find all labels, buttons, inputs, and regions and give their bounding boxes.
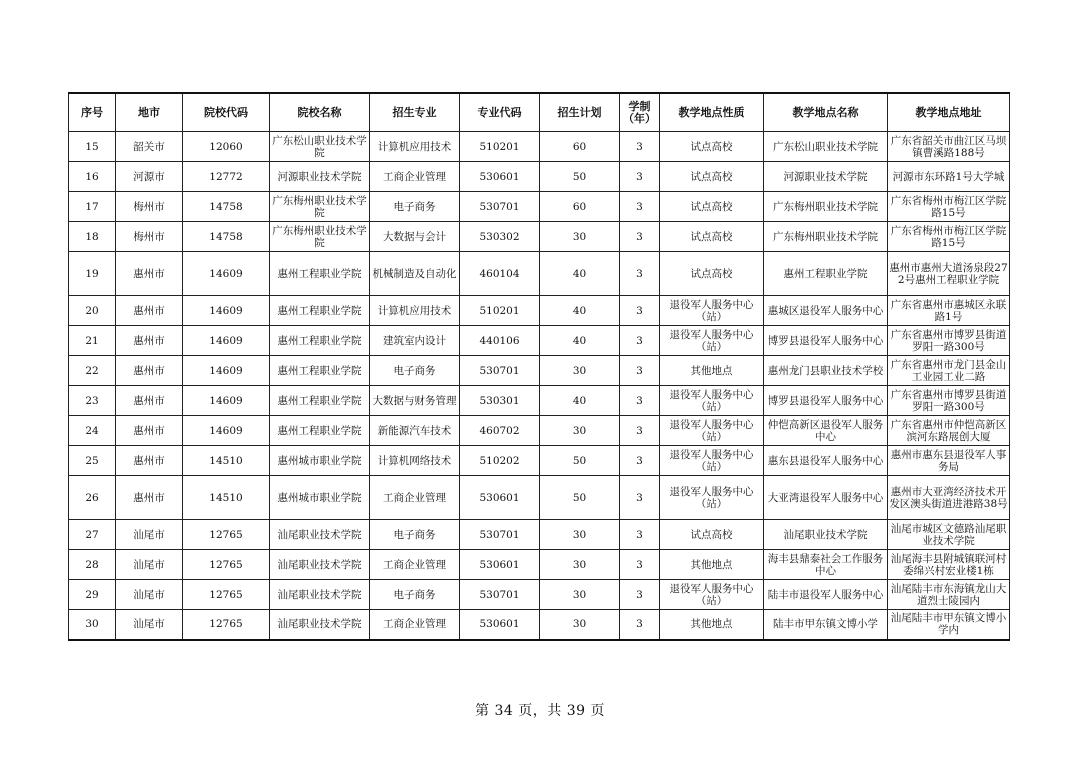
col-quota-cell: 30	[540, 416, 620, 446]
col-major-cell: 大数据与财务管理	[370, 386, 460, 416]
col-site-address-cell: 惠州市惠州大道汤泉段272号惠州工程职业学院	[888, 252, 1010, 296]
col-major-code-cell: 510201	[460, 296, 540, 326]
col-site-address-cell: 广东省惠州市龙门县金山工业园工业二路	[888, 356, 1010, 386]
col-city-cell: 惠州市	[116, 252, 183, 296]
col-city-cell: 梅州市	[116, 192, 183, 222]
col-seq-cell: 28	[69, 550, 116, 580]
col-site-name-cell: 陆丰市退役军人服务中心	[764, 580, 888, 610]
col-major-code-cell: 530701	[460, 520, 540, 550]
table-row	[69, 326, 1010, 356]
col-school-code-cell: 12772	[183, 162, 270, 192]
col-site-address-cell: 惠州市惠东县退役军人事务局	[888, 446, 1010, 476]
col-quota-cell: 30	[540, 356, 620, 386]
col-seq-cell: 21	[69, 326, 116, 356]
col-site-name-cell: 陆丰市甲东镇文博小学	[764, 610, 888, 640]
col-city-cell: 惠州市	[116, 476, 183, 520]
col-years-cell: 3	[620, 252, 660, 296]
col-major-cell: 计算机网络技术	[370, 446, 460, 476]
col-seq-cell: 29	[69, 580, 116, 610]
col-seq-cell: 26	[69, 476, 116, 520]
col-years-cell: 3	[620, 580, 660, 610]
col-school-code-cell: 14609	[183, 416, 270, 446]
col-school-code-cell: 12765	[183, 520, 270, 550]
col-site-address-cell: 广东省惠州市博罗县街道罗阳一路300号	[888, 326, 1010, 356]
table-row	[69, 416, 1010, 446]
col-quota-cell: 30	[540, 520, 620, 550]
col-school-code-cell: 14609	[183, 326, 270, 356]
col-site-address-cell: 河源市东环路1号大学城	[888, 162, 1010, 192]
col-city-cell: 韶关市	[116, 132, 183, 162]
col-city-cell: 汕尾市	[116, 550, 183, 580]
col-seq-cell: 25	[69, 446, 116, 476]
col-years-cell: 3	[620, 356, 660, 386]
col-site-name-cell: 大亚湾退役军人服务中心	[764, 476, 888, 520]
col-site-name-cell: 仲恺高新区退役军人服务中心	[764, 416, 888, 446]
col-school-code-cell: 14510	[183, 446, 270, 476]
col-major-code-cell: 530601	[460, 550, 540, 580]
col-school-name-cell: 广东梅州职业技术学院	[270, 222, 370, 252]
col-city-header: 地市	[116, 93, 183, 132]
col-seq-cell: 15	[69, 132, 116, 162]
col-school-name-cell: 河源职业技术学院	[270, 162, 370, 192]
col-quota-cell: 30	[540, 550, 620, 580]
col-site-type-header: 教学地点性质	[660, 93, 764, 132]
col-major-cell: 电子商务	[370, 356, 460, 386]
col-years-cell: 3	[620, 520, 660, 550]
col-school-name-cell: 惠州城市职业学院	[270, 476, 370, 520]
col-site-name-cell: 广东松山职业技术学院	[764, 132, 888, 162]
table-row	[69, 386, 1010, 416]
table-row	[69, 252, 1010, 296]
col-seq-cell: 23	[69, 386, 116, 416]
col-seq-cell: 17	[69, 192, 116, 222]
col-site-address-cell: 广东省韶关市曲江区马坝镇曹溪路188号	[888, 132, 1010, 162]
table-header	[69, 93, 1010, 132]
col-years-cell: 3	[620, 446, 660, 476]
col-school-code-cell: 14609	[183, 356, 270, 386]
col-school-code-cell: 14758	[183, 192, 270, 222]
col-site-type-cell: 其他地点	[660, 356, 764, 386]
col-city-cell: 惠州市	[116, 416, 183, 446]
col-site-address-cell: 广东省惠州市博罗县街道罗阳一路300号	[888, 386, 1010, 416]
col-city-cell: 惠州市	[116, 356, 183, 386]
col-seq-cell: 24	[69, 416, 116, 446]
col-school-name-cell: 汕尾职业技术学院	[270, 520, 370, 550]
col-school-code-cell: 12060	[183, 132, 270, 162]
header-row	[69, 93, 1010, 132]
col-site-type-cell: 退役军人服务中心（站）	[660, 416, 764, 446]
col-city-cell: 惠州市	[116, 326, 183, 356]
col-school-name-cell: 汕尾职业技术学院	[270, 550, 370, 580]
col-school-name-header: 院校名称	[270, 93, 370, 132]
col-seq-cell: 22	[69, 356, 116, 386]
col-school-name-cell: 惠州工程职业学院	[270, 356, 370, 386]
col-site-name-cell: 广东梅州职业技术学院	[764, 222, 888, 252]
col-school-name-cell: 惠州工程职业学院	[270, 416, 370, 446]
col-major-cell: 新能源汽车技术	[370, 416, 460, 446]
col-site-type-cell: 退役军人服务中心（站）	[660, 580, 764, 610]
col-city-cell: 惠州市	[116, 446, 183, 476]
col-city-cell: 汕尾市	[116, 610, 183, 640]
col-years-cell: 3	[620, 162, 660, 192]
col-seq-cell: 30	[69, 610, 116, 640]
col-site-address-cell: 广东省惠州市仲恺高新区滨河东路展创大厦	[888, 416, 1010, 446]
col-years-cell: 3	[620, 132, 660, 162]
table-row	[69, 162, 1010, 192]
col-school-code-cell: 12765	[183, 550, 270, 580]
col-site-name-cell: 惠东县退役军人服务中心	[764, 446, 888, 476]
col-school-name-cell: 广东梅州职业技术学院	[270, 192, 370, 222]
col-city-cell: 汕尾市	[116, 520, 183, 550]
col-major-code-cell: 510202	[460, 446, 540, 476]
table-row	[69, 610, 1010, 640]
col-site-name-cell: 博罗县退役军人服务中心	[764, 386, 888, 416]
table-row	[69, 192, 1010, 222]
col-school-name-cell: 汕尾职业技术学院	[270, 610, 370, 640]
col-quota-cell: 50	[540, 476, 620, 520]
col-site-type-cell: 其他地点	[660, 610, 764, 640]
col-major-cell: 电子商务	[370, 580, 460, 610]
col-major-code-cell: 530701	[460, 580, 540, 610]
col-site-type-cell: 试点高校	[660, 192, 764, 222]
col-seq-cell: 19	[69, 252, 116, 296]
col-major-cell: 计算机应用技术	[370, 132, 460, 162]
col-city-cell: 汕尾市	[116, 580, 183, 610]
col-site-type-cell: 试点高校	[660, 222, 764, 252]
col-quota-cell: 60	[540, 192, 620, 222]
page-number-footer: 第 34 页，共 39 页	[475, 703, 605, 719]
table-row	[69, 296, 1010, 326]
col-major-cell: 电子商务	[370, 192, 460, 222]
col-site-address-cell: 广东省惠州市惠城区永联路1号	[888, 296, 1010, 326]
col-major-cell: 工商企业管理	[370, 162, 460, 192]
col-years-cell: 3	[620, 296, 660, 326]
table-row	[69, 132, 1010, 162]
col-years-cell: 3	[620, 192, 660, 222]
col-site-type-cell: 退役军人服务中心（站）	[660, 476, 764, 520]
table-row	[69, 520, 1010, 550]
col-site-name-cell: 惠城区退役军人服务中心	[764, 296, 888, 326]
col-site-address-cell: 广东省梅州市梅江区学院路15号	[888, 222, 1010, 252]
col-site-address-cell: 汕尾陆丰市东海镇龙山大道烈士陵园内	[888, 580, 1010, 610]
col-site-address-cell: 汕尾市城区文德路汕尾职业技术学院	[888, 520, 1010, 550]
col-site-address-cell: 惠州市大亚湾经济技术开发区澳头街道进港路38号	[888, 476, 1010, 520]
col-school-name-cell: 惠州城市职业学院	[270, 446, 370, 476]
col-seq-cell: 16	[69, 162, 116, 192]
col-site-name-cell: 博罗县退役军人服务中心	[764, 326, 888, 356]
col-quota-header: 招生计划	[540, 93, 620, 132]
col-site-address-cell: 汕尾陆丰市甲东镇文博小学内	[888, 610, 1010, 640]
col-site-name-cell: 广东梅州职业技术学院	[764, 192, 888, 222]
col-quota-cell: 40	[540, 252, 620, 296]
col-school-name-cell: 惠州工程职业学院	[270, 252, 370, 296]
col-school-code-cell: 14609	[183, 386, 270, 416]
col-quota-cell: 50	[540, 446, 620, 476]
col-quota-cell: 50	[540, 162, 620, 192]
table-row	[69, 222, 1010, 252]
col-city-cell: 惠州市	[116, 386, 183, 416]
col-site-type-cell: 退役军人服务中心（站）	[660, 296, 764, 326]
col-school-name-cell: 惠州工程职业学院	[270, 326, 370, 356]
table-row	[69, 550, 1010, 580]
col-site-name-cell: 海丰县鼎泰社会工作服务中心	[764, 550, 888, 580]
col-site-type-cell: 试点高校	[660, 162, 764, 192]
col-major-code-cell: 530301	[460, 386, 540, 416]
col-site-address-cell: 广东省梅州市梅江区学院路15号	[888, 192, 1010, 222]
col-years-cell: 3	[620, 610, 660, 640]
col-major-cell: 机械制造及自动化	[370, 252, 460, 296]
col-school-code-cell: 12765	[183, 580, 270, 610]
col-quota-cell: 40	[540, 326, 620, 356]
col-city-cell: 惠州市	[116, 296, 183, 326]
col-seq-cell: 20	[69, 296, 116, 326]
col-major-cell: 建筑室内设计	[370, 326, 460, 356]
col-quota-cell: 40	[540, 296, 620, 326]
table-body	[69, 132, 1010, 640]
col-school-code-header: 院校代码	[183, 93, 270, 132]
col-seq-cell: 27	[69, 520, 116, 550]
col-city-cell: 河源市	[116, 162, 183, 192]
col-major-code-cell: 530701	[460, 192, 540, 222]
col-site-name-cell: 汕尾职业技术学院	[764, 520, 888, 550]
col-site-type-cell: 试点高校	[660, 132, 764, 162]
col-major-cell: 电子商务	[370, 520, 460, 550]
enrollment-table	[68, 92, 1010, 641]
col-quota-cell: 30	[540, 610, 620, 640]
col-school-code-cell: 14758	[183, 222, 270, 252]
col-site-address-header: 教学地点地址	[888, 93, 1010, 132]
col-site-name-cell: 惠州龙门县职业技术学校	[764, 356, 888, 386]
col-major-cell: 工商企业管理	[370, 550, 460, 580]
col-city-cell: 梅州市	[116, 222, 183, 252]
col-major-cell: 计算机应用技术	[370, 296, 460, 326]
col-major-header: 招生专业	[370, 93, 460, 132]
col-site-type-cell: 试点高校	[660, 252, 764, 296]
col-major-code-cell: 530302	[460, 222, 540, 252]
col-major-cell: 工商企业管理	[370, 476, 460, 520]
col-major-code-cell: 510201	[460, 132, 540, 162]
col-major-code-cell: 440106	[460, 326, 540, 356]
col-quota-cell: 30	[540, 222, 620, 252]
col-years-cell: 3	[620, 386, 660, 416]
table-row	[69, 580, 1010, 610]
col-major-code-cell: 460702	[460, 416, 540, 446]
col-years-cell: 3	[620, 222, 660, 252]
table-row	[69, 476, 1010, 520]
col-major-code-cell: 530701	[460, 356, 540, 386]
col-school-code-cell: 14609	[183, 296, 270, 326]
col-site-address-cell: 汕尾海丰县附城镇联河村委绵兴村宏业楼1栋	[888, 550, 1010, 580]
col-major-code-cell: 530601	[460, 610, 540, 640]
col-major-code-cell: 530601	[460, 162, 540, 192]
col-school-name-cell: 惠州工程职业学院	[270, 386, 370, 416]
col-site-type-cell: 试点高校	[660, 520, 764, 550]
col-school-name-cell: 汕尾职业技术学院	[270, 580, 370, 610]
col-site-name-header: 教学地点名称	[764, 93, 888, 132]
col-years-cell: 3	[620, 550, 660, 580]
col-years-cell: 3	[620, 476, 660, 520]
col-school-code-cell: 14609	[183, 252, 270, 296]
col-site-type-cell: 其他地点	[660, 550, 764, 580]
col-school-name-cell: 惠州工程职业学院	[270, 296, 370, 326]
col-site-name-cell: 惠州工程职业学院	[764, 252, 888, 296]
col-years-cell: 3	[620, 416, 660, 446]
col-school-code-cell: 14510	[183, 476, 270, 520]
col-major-cell: 工商企业管理	[370, 610, 460, 640]
table-row	[69, 446, 1010, 476]
col-site-name-cell: 河源职业技术学院	[764, 162, 888, 192]
col-site-type-cell: 退役军人服务中心（站）	[660, 386, 764, 416]
col-quota-cell: 30	[540, 580, 620, 610]
col-quota-cell: 40	[540, 386, 620, 416]
col-major-code-cell: 530601	[460, 476, 540, 520]
col-seq-header: 序号	[69, 93, 116, 132]
col-school-name-cell: 广东松山职业技术学院	[270, 132, 370, 162]
col-quota-cell: 60	[540, 132, 620, 162]
col-years-cell: 3	[620, 326, 660, 356]
col-site-type-cell: 退役军人服务中心（站）	[660, 326, 764, 356]
col-seq-cell: 18	[69, 222, 116, 252]
col-school-code-cell: 12765	[183, 610, 270, 640]
col-major-code-cell: 460104	[460, 252, 540, 296]
col-years-header: 学制（年）	[620, 93, 660, 132]
table-row	[69, 356, 1010, 386]
col-major-cell: 大数据与会计	[370, 222, 460, 252]
col-site-type-cell: 退役军人服务中心（站）	[660, 446, 764, 476]
col-major-code-header: 专业代码	[460, 93, 540, 132]
